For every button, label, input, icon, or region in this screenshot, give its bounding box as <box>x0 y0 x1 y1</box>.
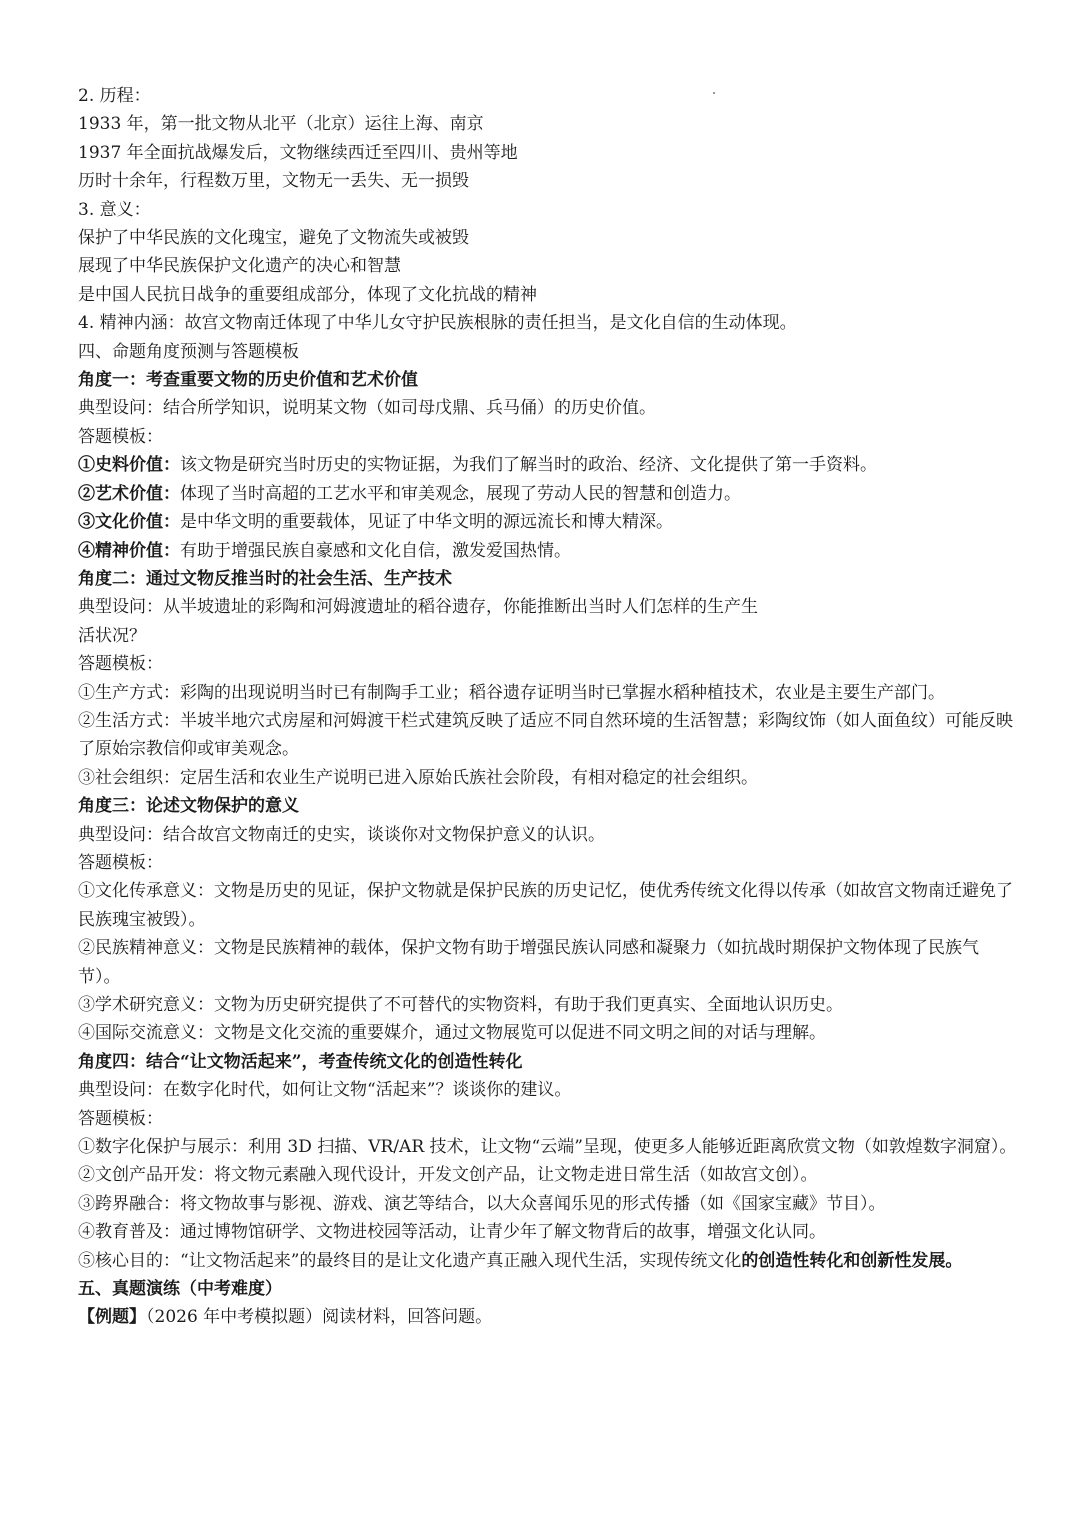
answer-item-label: ④精神价值： <box>78 540 180 561</box>
answer-item-text: 该文物是研究当时历史的实物证据，为我们了解当时的政治、经济、文化提供了第一手资料。 <box>180 455 877 476</box>
section-title: 四、命题角度预测与答题模板 <box>78 341 299 362</box>
text-line: 展现了中华民族保护文化遗产的决心和智慧 <box>78 256 401 277</box>
scan-speck <box>713 92 715 94</box>
example-label: 【例题】 <box>78 1307 146 1328</box>
angle-title: 角度四：结合“让文物活起来”，考查传统文化的创造性转化 <box>78 1051 523 1072</box>
angle-title: 角度三：论述文物保护的意义 <box>78 796 299 817</box>
answer-item <box>78 537 1020 565</box>
angle-title: 角度二：通过文物反推当时的社会生活、生产技术 <box>78 568 452 589</box>
template-label: 答题模板： <box>78 852 163 873</box>
answer-item <box>78 451 1020 479</box>
answer-item <box>78 480 1020 508</box>
template-label: 答题模板： <box>78 1108 163 1129</box>
answer-item: ④国际交流意义：文物是文化交流的重要媒介，通过文物展览可以促进不同文明之间的对话与理解。 <box>78 1023 826 1044</box>
answer-item-label: ①史料价值： <box>78 455 180 476</box>
text-line: 是中国人民抗日战争的重要组成部分，体现了文化抗战的精神 <box>78 284 537 305</box>
section-heading: 2. 历程： <box>78 86 151 106</box>
typical-question: 典型设问：在数字化时代，如何让文物“活起来”？谈谈你的建议。 <box>78 1080 572 1101</box>
answer-item: ②文创产品开发：将文物元素融入现代设计，开发文创产品，让文物走进日常生活（如故宫文创）。 <box>78 1165 818 1186</box>
answer-item: ③社会组织：定居生活和农业生产说明已进入原始氏族社会阶段，有相对稳定的社会组织。 <box>78 767 758 788</box>
typical-question-continued: 活状况？ <box>78 625 146 646</box>
text-line: 1933 年，第一批文物从北平（北京）运往上海、南京 <box>78 114 484 135</box>
answer-item-text: 体现了当时高超的工艺水平和审美观念，展现了劳动人民的智慧和创造力。 <box>180 483 741 504</box>
angle-title: 角度一：考查重要文物的历史价值和艺术价值 <box>78 370 418 391</box>
section-title: 五、真题演练（中考难度） <box>78 1279 282 1300</box>
text-line: 保护了中华民族的文化瑰宝，避免了文物流失或被毁 <box>78 228 469 249</box>
answer-item-text: 有助于增强民族自豪感和文化自信，激发爱国热情。 <box>180 540 571 561</box>
answer-item-label: ③文化价值： <box>78 512 180 533</box>
answer-item-label: ②艺术价值： <box>78 483 180 504</box>
answer-item: ①生产方式：彩陶的出现说明当时已有制陶手工业；稻谷遗存证明当时已掌握水稻种植技术，农业是主要生产部门。 <box>78 682 945 703</box>
answer-item: ②生活方式：半坡半地穴式房屋和河姆渡干栏式建筑反映了适应不同自然环境的生活智慧；彩陶纹饰（如人面鱼纹）可能反映了原始宗教信仰或审美观念。 <box>78 710 1013 760</box>
template-label: 答题模板： <box>78 654 163 675</box>
answer-item-text: ⑤核心目的：“让文物活起来”的最终目的是让文化遗产真正融入现代生活，实现传统文化 <box>78 1250 742 1271</box>
text-line: 历时十余年，行程数万里，文物无一丢失、无一损毁 <box>78 171 469 192</box>
answer-item: ①数字化保护与展示：利用 3D 扫描、VR/AR 技术，让文物“云端”呈现，使更多人能够近距离欣赏文物（如敦煌数字洞窟）。 <box>78 1137 1017 1158</box>
typical-question: 典型设问：结合故宫文物南迁的史实，谈谈你对文物保护意义的认识。 <box>78 824 605 845</box>
answer-item-emphasis: 的创造性转化和创新性发展。 <box>741 1250 963 1271</box>
template-label: 答题模板： <box>78 426 163 447</box>
typical-question: 典型设问：结合所学知识，说明某文物（如司母戊鼎、兵马俑）的历史价值。 <box>78 398 656 419</box>
answer-item: ②民族精神意义：文物是民族精神的载体，保护文物有助于增强民族认同感和凝聚力（如抗战时期保护文物体现了民族气节）。 <box>78 938 979 987</box>
section-heading: 3. 意义： <box>78 199 151 220</box>
text-line: 4. 精神内涵：故宫文物南迁体现了中华儿女守护民族根脉的责任担当，是文化自信的生动体现。 <box>78 313 797 334</box>
answer-item: ④教育普及：通过博物馆研学、文物进校园等活动，让青少年了解文物背后的故事，增强文化认同。 <box>78 1222 826 1243</box>
example-line <box>78 1303 1020 1331</box>
example-text: （2026 年中考模拟题）阅读材料，回答问题。 <box>146 1307 493 1328</box>
answer-item-text: 是中华文明的重要载体，见证了中华文明的源远流长和博大精深。 <box>180 512 673 533</box>
answer-item: ③学术研究意义：文物为历史研究提供了不可替代的实物资料，有助于我们更真实、全面地认识历史。 <box>78 995 843 1015</box>
answer-item <box>78 1247 1020 1275</box>
answer-item: ③跨界融合：将文物故事与影视、游戏、演艺等结合，以大众喜闻乐见的形式传播（如《国家宝藏》节目）。 <box>78 1193 886 1214</box>
answer-item: ①文化传承意义：文物是历史的见证，保护文物就是保护民族的历史记忆，使优秀传统文化得以传承（如故宫文物南迁避免了民族瑰宝被毁）。 <box>78 881 1013 930</box>
typical-question: 典型设问：从半坡遗址的彩陶和河姆渡遗址的稻谷遗存，你能推断出当时人们怎样的生产生 <box>78 597 758 618</box>
text-line: 1937 年全面抗战爆发后，文物继续西迁至四川、贵州等地 <box>78 142 518 163</box>
answer-item <box>78 508 1020 536</box>
